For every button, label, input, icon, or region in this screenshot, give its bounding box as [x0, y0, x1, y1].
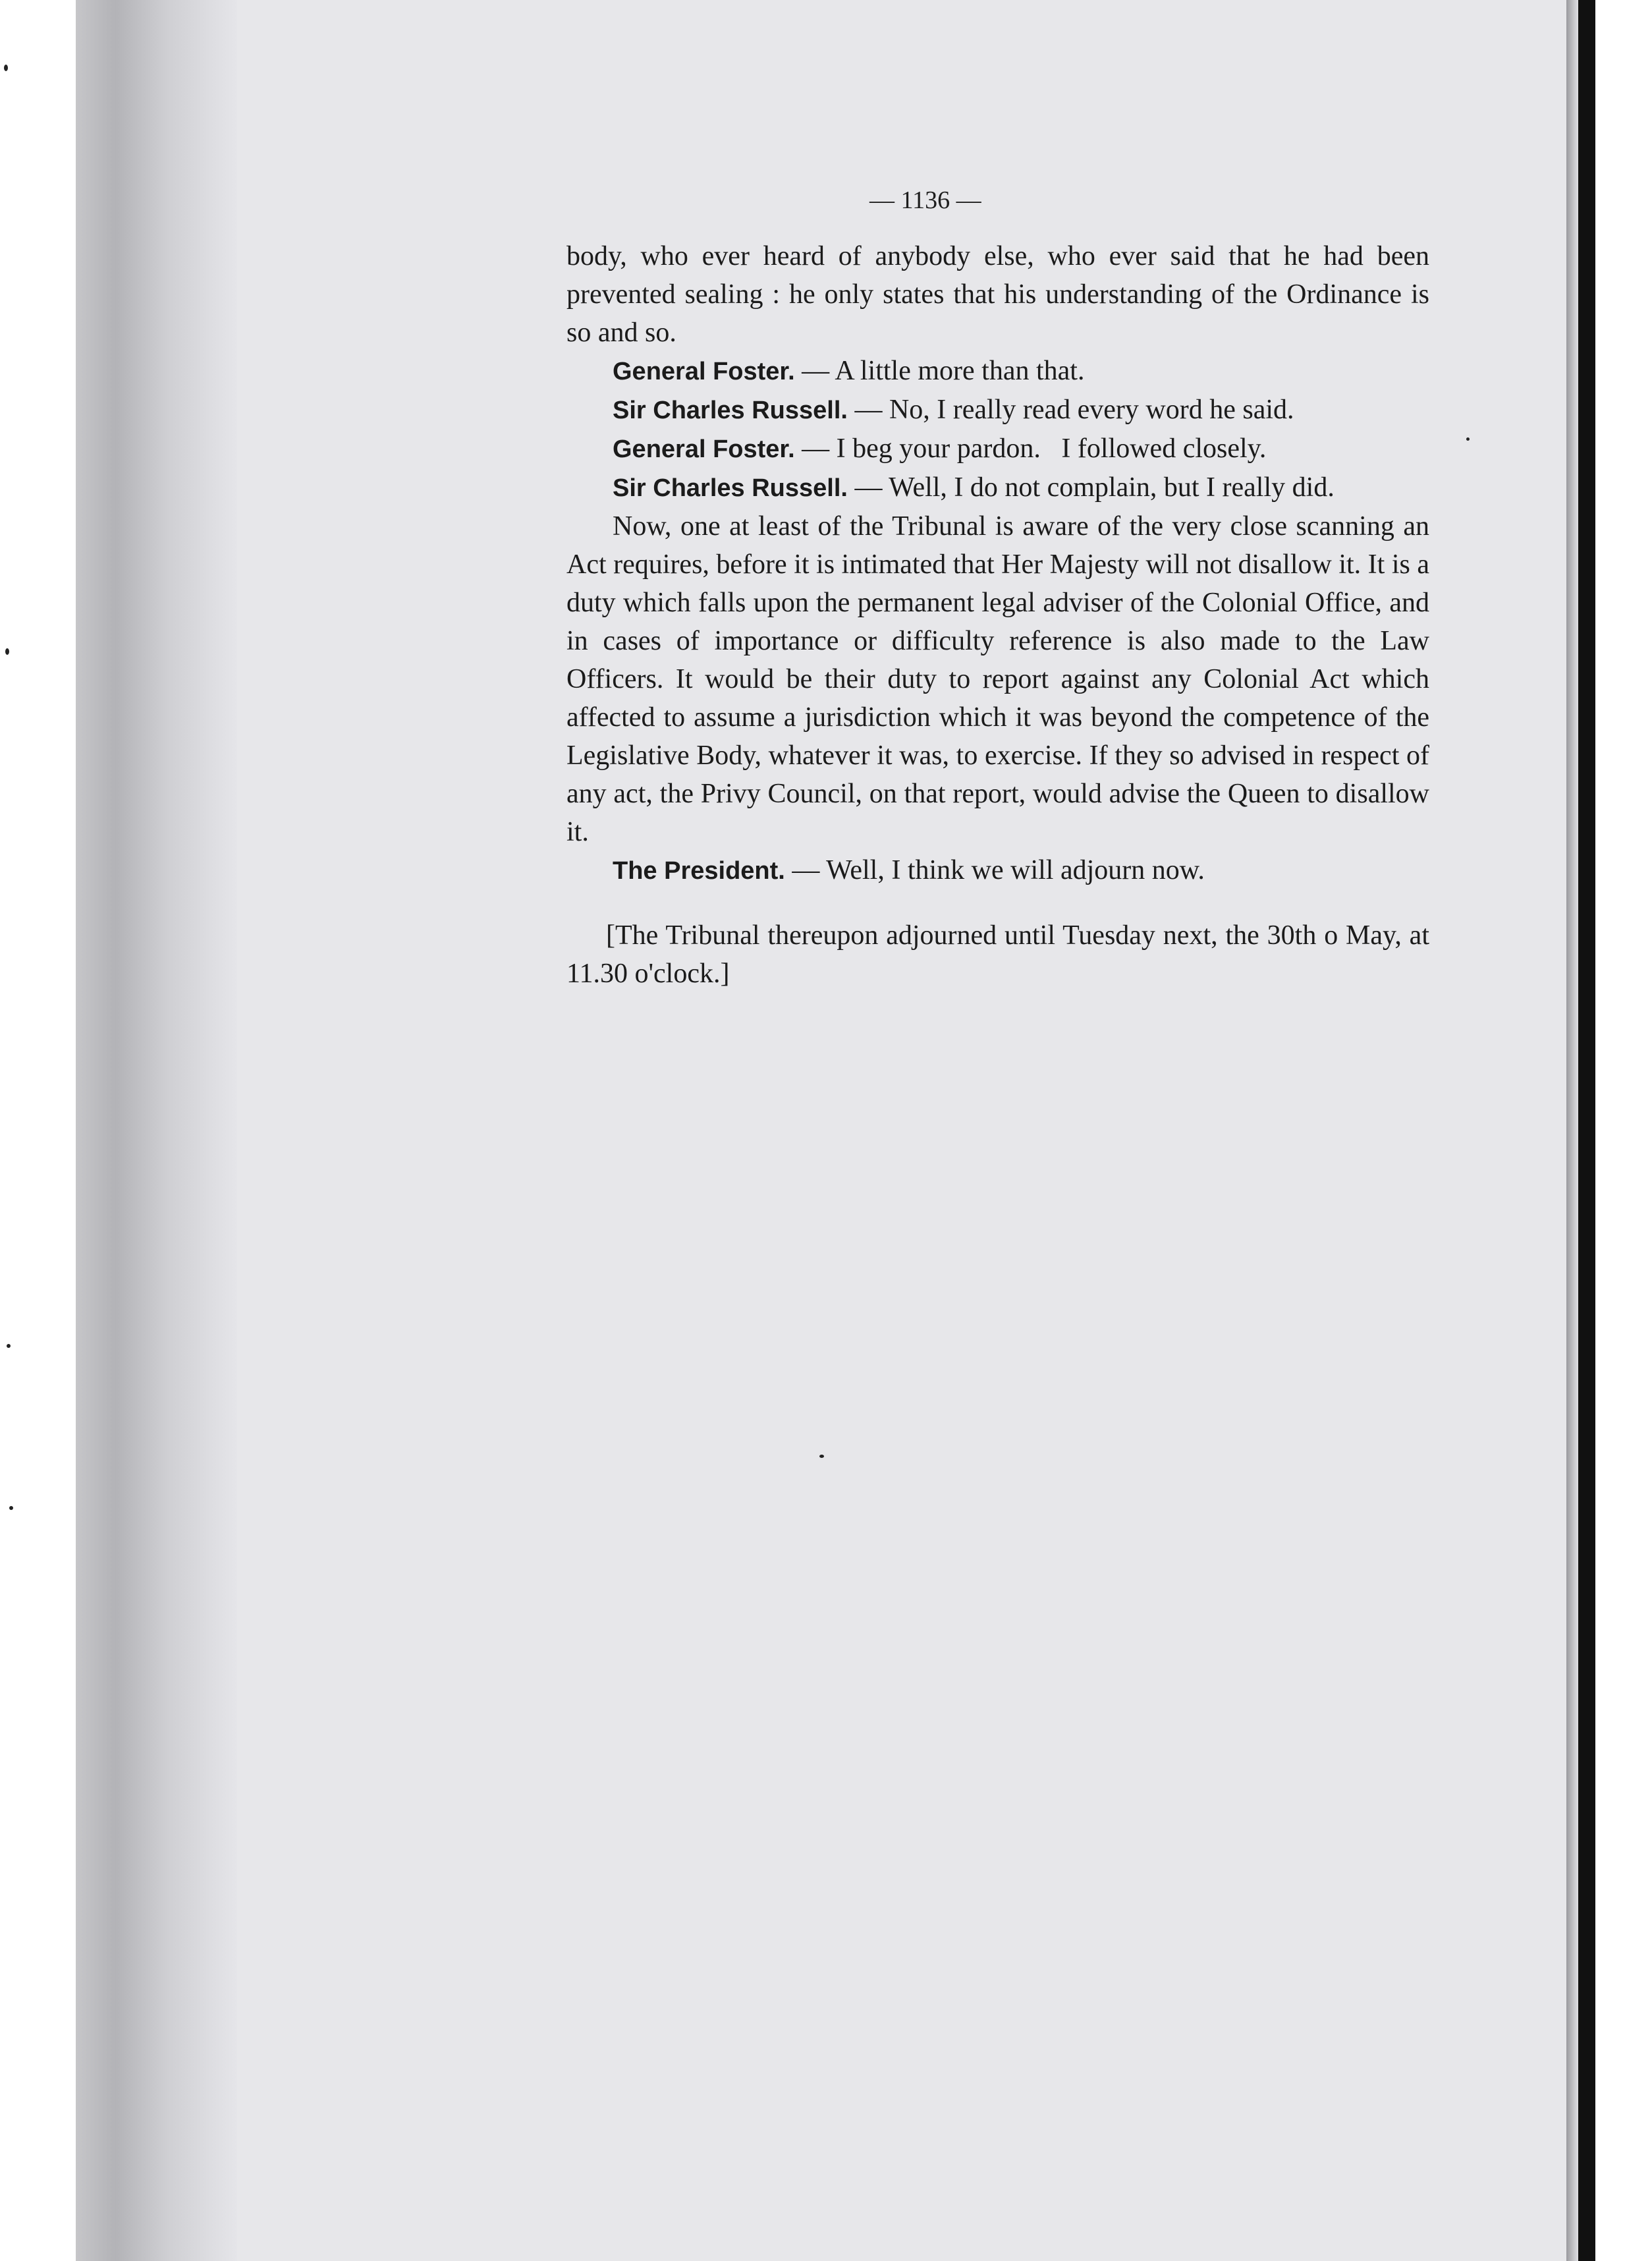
scan-speck [9, 1506, 13, 1510]
transcript-body [566, 237, 1429, 993]
paragraph-colonial-act: Now, one at least of the Tribunal is aware of the very close scanning an Act requires, before it is intimated that Her Majesty will not disallow it. It is a duty which falls upon the permanent legal adviser of the Colonial Office, and in cases of importance or difficulty reference is also made to the Law Officers. It would be their duty to report against any Colonial Act which affected to assume a jurisdiction which it was beyond the competence of the Legislative Body, whatever it was, to exercise. If they so advised in respect of any act, the Privy Council, on that report, would advise the Queen to disallow it. [566, 511, 1429, 847]
scan-speck [4, 65, 8, 71]
speech-text: — No, I really read every word he said. [847, 395, 1294, 425]
scan-speck [7, 1344, 11, 1348]
speech-text: — I beg your pardon. I followed closely. [794, 433, 1267, 464]
speaker-name: Sir Charles Russell. [613, 474, 848, 502]
scan-speck [819, 1455, 824, 1458]
scan-margin-right [1595, 0, 1652, 2261]
speaker-name: General Foster. [613, 358, 795, 385]
adjournment-note: [The Tribunal thereupon adjourned until Tuesday next, the 30th o May, at 11.30 o'clock.] [566, 920, 1429, 989]
scan-speck [5, 648, 9, 655]
speech-general-foster-1 [566, 352, 1429, 391]
scan-border-right [1578, 0, 1595, 2261]
speech-text: — A little more than that. [794, 356, 1085, 386]
page-number: — 1136 — [869, 186, 981, 214]
speech-text: — Well, I think we will adjourn now. [785, 855, 1205, 885]
speech-sir-charles-russell-2 [566, 468, 1429, 507]
binding-shadow [1566, 0, 1578, 2261]
speech-general-foster-2 [566, 430, 1429, 468]
speaker-name: The President. [613, 857, 785, 885]
speaker-name: Sir Charles Russell. [613, 397, 848, 424]
scan-speck [1466, 437, 1470, 441]
speech-sir-charles-russell-1 [566, 391, 1429, 430]
speaker-name: General Foster. [613, 435, 795, 463]
speech-text: — Well, I do not complain, but I really did. [847, 472, 1335, 503]
paragraph-continuation: body, who ever heard of anybody else, who ever said that he had been prevented sealing : he only states that his understanding of the Ordinance is so and so. [566, 241, 1429, 348]
speech-the-president [566, 851, 1429, 890]
page-edge-left [76, 0, 240, 2261]
